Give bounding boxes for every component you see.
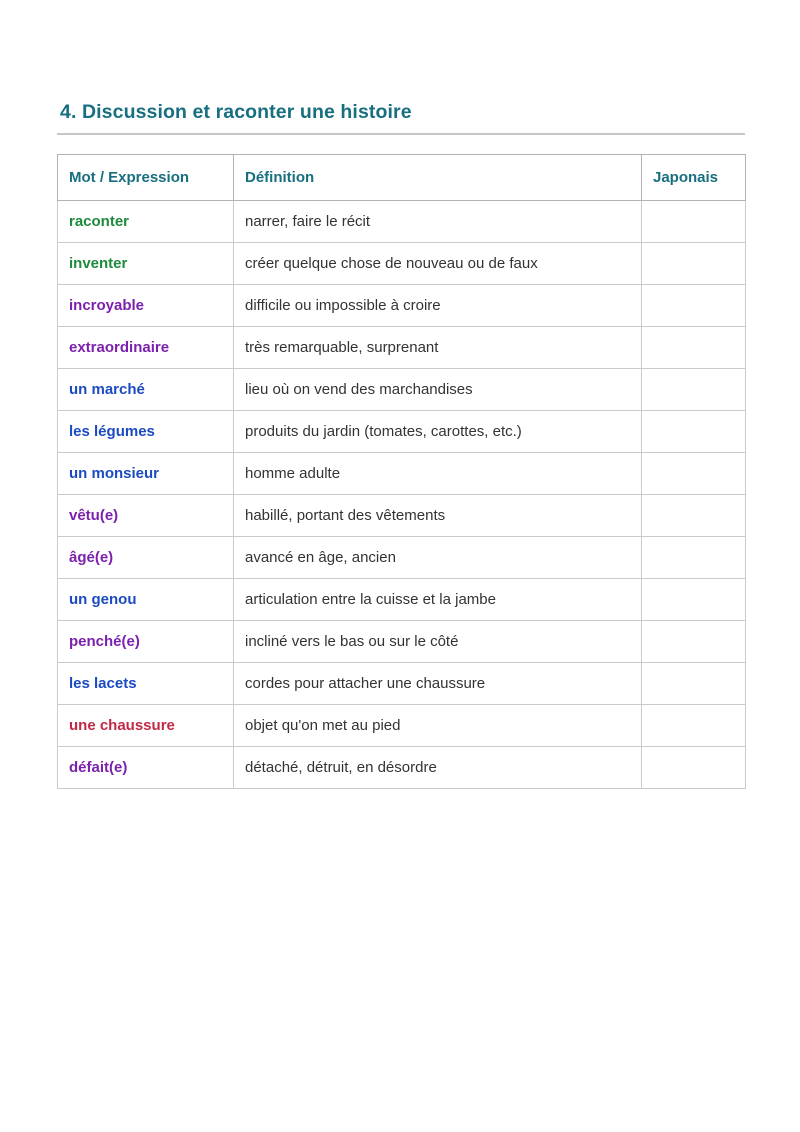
- header-cell-word: Mot / Expression: [58, 155, 234, 201]
- table-row: [58, 453, 746, 495]
- japanese-cell: [642, 243, 746, 285]
- table-row: [58, 285, 746, 327]
- definition-cell: lieu où on vend des marchandises: [234, 369, 642, 411]
- table-row: [58, 327, 746, 369]
- word-cell: inventer: [58, 243, 234, 285]
- definition-cell: incliné vers le bas ou sur le côté: [234, 621, 642, 663]
- definition-cell: narrer, faire le récit: [234, 201, 642, 243]
- header-cell-definition: Définition: [234, 155, 642, 201]
- title-divider: [57, 133, 745, 135]
- definition-cell: très remarquable, surprenant: [234, 327, 642, 369]
- word-cell: un monsieur: [58, 453, 234, 495]
- japanese-cell: [642, 495, 746, 537]
- word-cell: un marché: [58, 369, 234, 411]
- header-cell-japanese: Japonais: [642, 155, 746, 201]
- word-cell: les légumes: [58, 411, 234, 453]
- table-row: [58, 411, 746, 453]
- japanese-cell: [642, 453, 746, 495]
- word-cell: vêtu(e): [58, 495, 234, 537]
- japanese-cell: [642, 663, 746, 705]
- japanese-cell: [642, 579, 746, 621]
- word-cell: incroyable: [58, 285, 234, 327]
- table-row: [58, 369, 746, 411]
- word-cell: une chaussure: [58, 705, 234, 747]
- japanese-cell: [642, 537, 746, 579]
- japanese-cell: [642, 201, 746, 243]
- table-row: [58, 537, 746, 579]
- definition-cell: créer quelque chose de nouveau ou de faux: [234, 243, 642, 285]
- definition-cell: homme adulte: [234, 453, 642, 495]
- table-row: [58, 705, 746, 747]
- word-cell: les lacets: [58, 663, 234, 705]
- japanese-cell: [642, 327, 746, 369]
- definition-cell: difficile ou impossible à croire: [234, 285, 642, 327]
- japanese-cell: [642, 621, 746, 663]
- table-row: [58, 201, 746, 243]
- table-row: [58, 495, 746, 537]
- definition-cell: cordes pour attacher une chaussure: [234, 663, 642, 705]
- japanese-cell: [642, 747, 746, 789]
- page-title: 4. Discussion et raconter une histoire: [60, 101, 412, 123]
- definition-cell: avancé en âge, ancien: [234, 537, 642, 579]
- definition-cell: objet qu'on met au pied: [234, 705, 642, 747]
- definition-cell: habillé, portant des vêtements: [234, 495, 642, 537]
- definition-cell: détaché, détruit, en désordre: [234, 747, 642, 789]
- table-row: [58, 747, 746, 789]
- definition-cell: articulation entre la cuisse et la jambe: [234, 579, 642, 621]
- vocab-table-body: [58, 201, 746, 789]
- word-cell: âgé(e): [58, 537, 234, 579]
- word-cell: un genou: [58, 579, 234, 621]
- japanese-cell: [642, 705, 746, 747]
- japanese-cell: [642, 285, 746, 327]
- definition-cell: produits du jardin (tomates, carottes, etc.): [234, 411, 642, 453]
- word-cell: défait(e): [58, 747, 234, 789]
- table-row: [58, 663, 746, 705]
- word-cell: penché(e): [58, 621, 234, 663]
- word-cell: raconter: [58, 201, 234, 243]
- table-row: [58, 579, 746, 621]
- japanese-cell: [642, 411, 746, 453]
- japanese-cell: [642, 369, 746, 411]
- table-row: [58, 243, 746, 285]
- table-header-row: [58, 155, 746, 201]
- table-row: [58, 621, 746, 663]
- vocab-table: [57, 154, 746, 789]
- word-cell: extraordinaire: [58, 327, 234, 369]
